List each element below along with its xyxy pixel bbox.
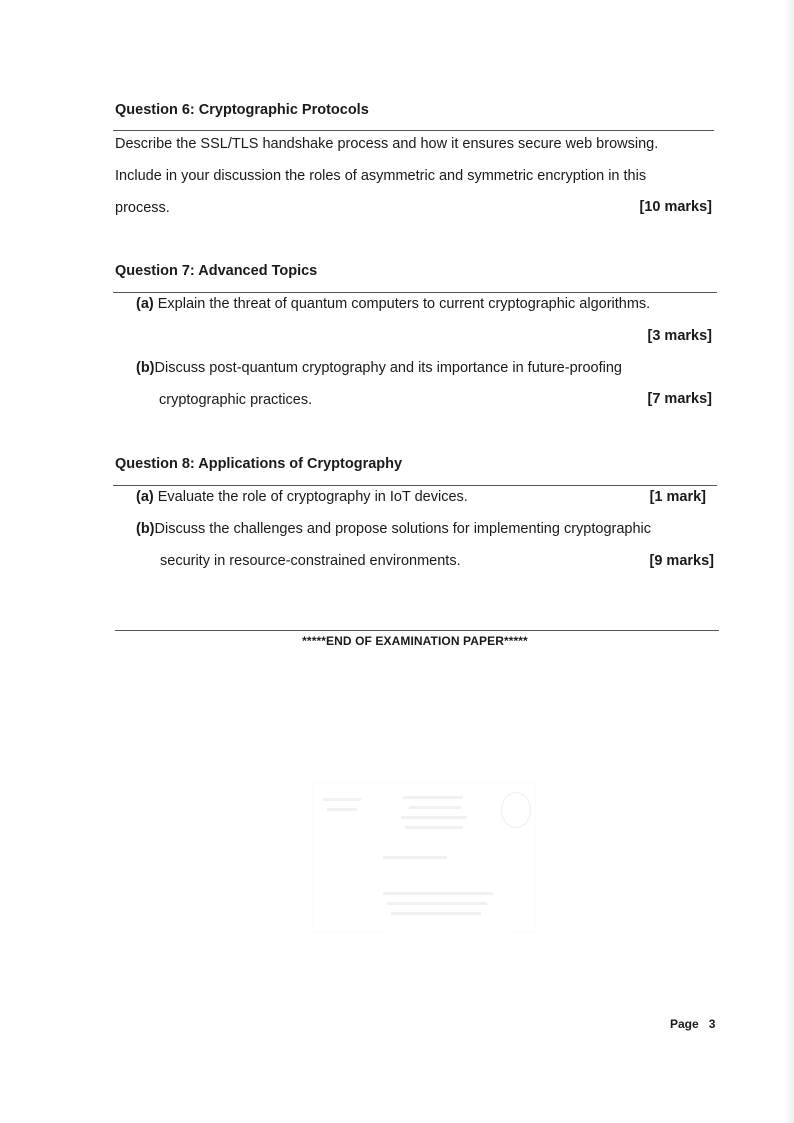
question-7-part-b-tag: (b) [136, 360, 155, 376]
page-label: Page [670, 1017, 699, 1031]
faded-stamp-image [312, 783, 536, 933]
question-6-title: Question 6: Cryptographic Protocols [115, 102, 369, 118]
question-8-part-b-text-1: Discuss the challenges and propose solutions for implementing cryptographic [154, 521, 652, 537]
question-8-part-b-line-2: security in resource-constrained environments. [160, 553, 461, 569]
question-8-part-a-tag: (a) [136, 489, 154, 505]
question-7-part-a-text: Explain the threat of quantum computers to current cryptographic algorithms. [157, 296, 651, 312]
question-8-part-b-tag: (b) [136, 521, 155, 537]
question-7-part-a-marks: [3 marks] [647, 328, 712, 344]
question-7-rule [113, 292, 717, 293]
end-rule [115, 630, 719, 631]
question-8-part-a [136, 489, 468, 505]
page-number-value: 3 [708, 1017, 716, 1031]
page-edge-shadow [784, 0, 794, 1123]
question-7-part-a-tag: (a) [136, 296, 154, 312]
question-6-line-3: process. [115, 200, 170, 216]
question-6-rule [113, 130, 714, 131]
question-7-part-a [136, 296, 650, 312]
question-7-part-b-line-1 [136, 360, 622, 376]
question-7-title: Question 7: Advanced Topics [115, 263, 318, 279]
question-8-rule [113, 485, 717, 486]
question-7-part-b-text-1: Discuss post-quantum cryptography and its importance in future-proofing [154, 360, 622, 376]
question-7-part-b-marks: [7 marks] [647, 391, 712, 407]
question-6-line-2: Include in your discussion the roles of asymmetric and symmetric encryption in this [115, 168, 647, 184]
question-6-marks: [10 marks] [639, 199, 712, 215]
question-6-line-1: Describe the SSL/TLS handshake process and how it ensures secure web browsing. [115, 136, 659, 152]
page-number [670, 1017, 715, 1031]
question-8-part-b-marks: [9 marks] [649, 553, 714, 569]
question-8-title: Question 8: Applications of Cryptography [115, 456, 403, 472]
question-7-part-b-line-2: cryptographic practices. [159, 392, 313, 408]
question-8-part-a-marks: [1 mark] [649, 489, 706, 505]
question-8-part-a-text: Evaluate the role of cryptography in IoT devices. [157, 489, 468, 505]
end-of-paper-text: *****END OF EXAMINATION PAPER***** [302, 634, 528, 648]
question-8-part-b-line-1 [136, 521, 651, 537]
